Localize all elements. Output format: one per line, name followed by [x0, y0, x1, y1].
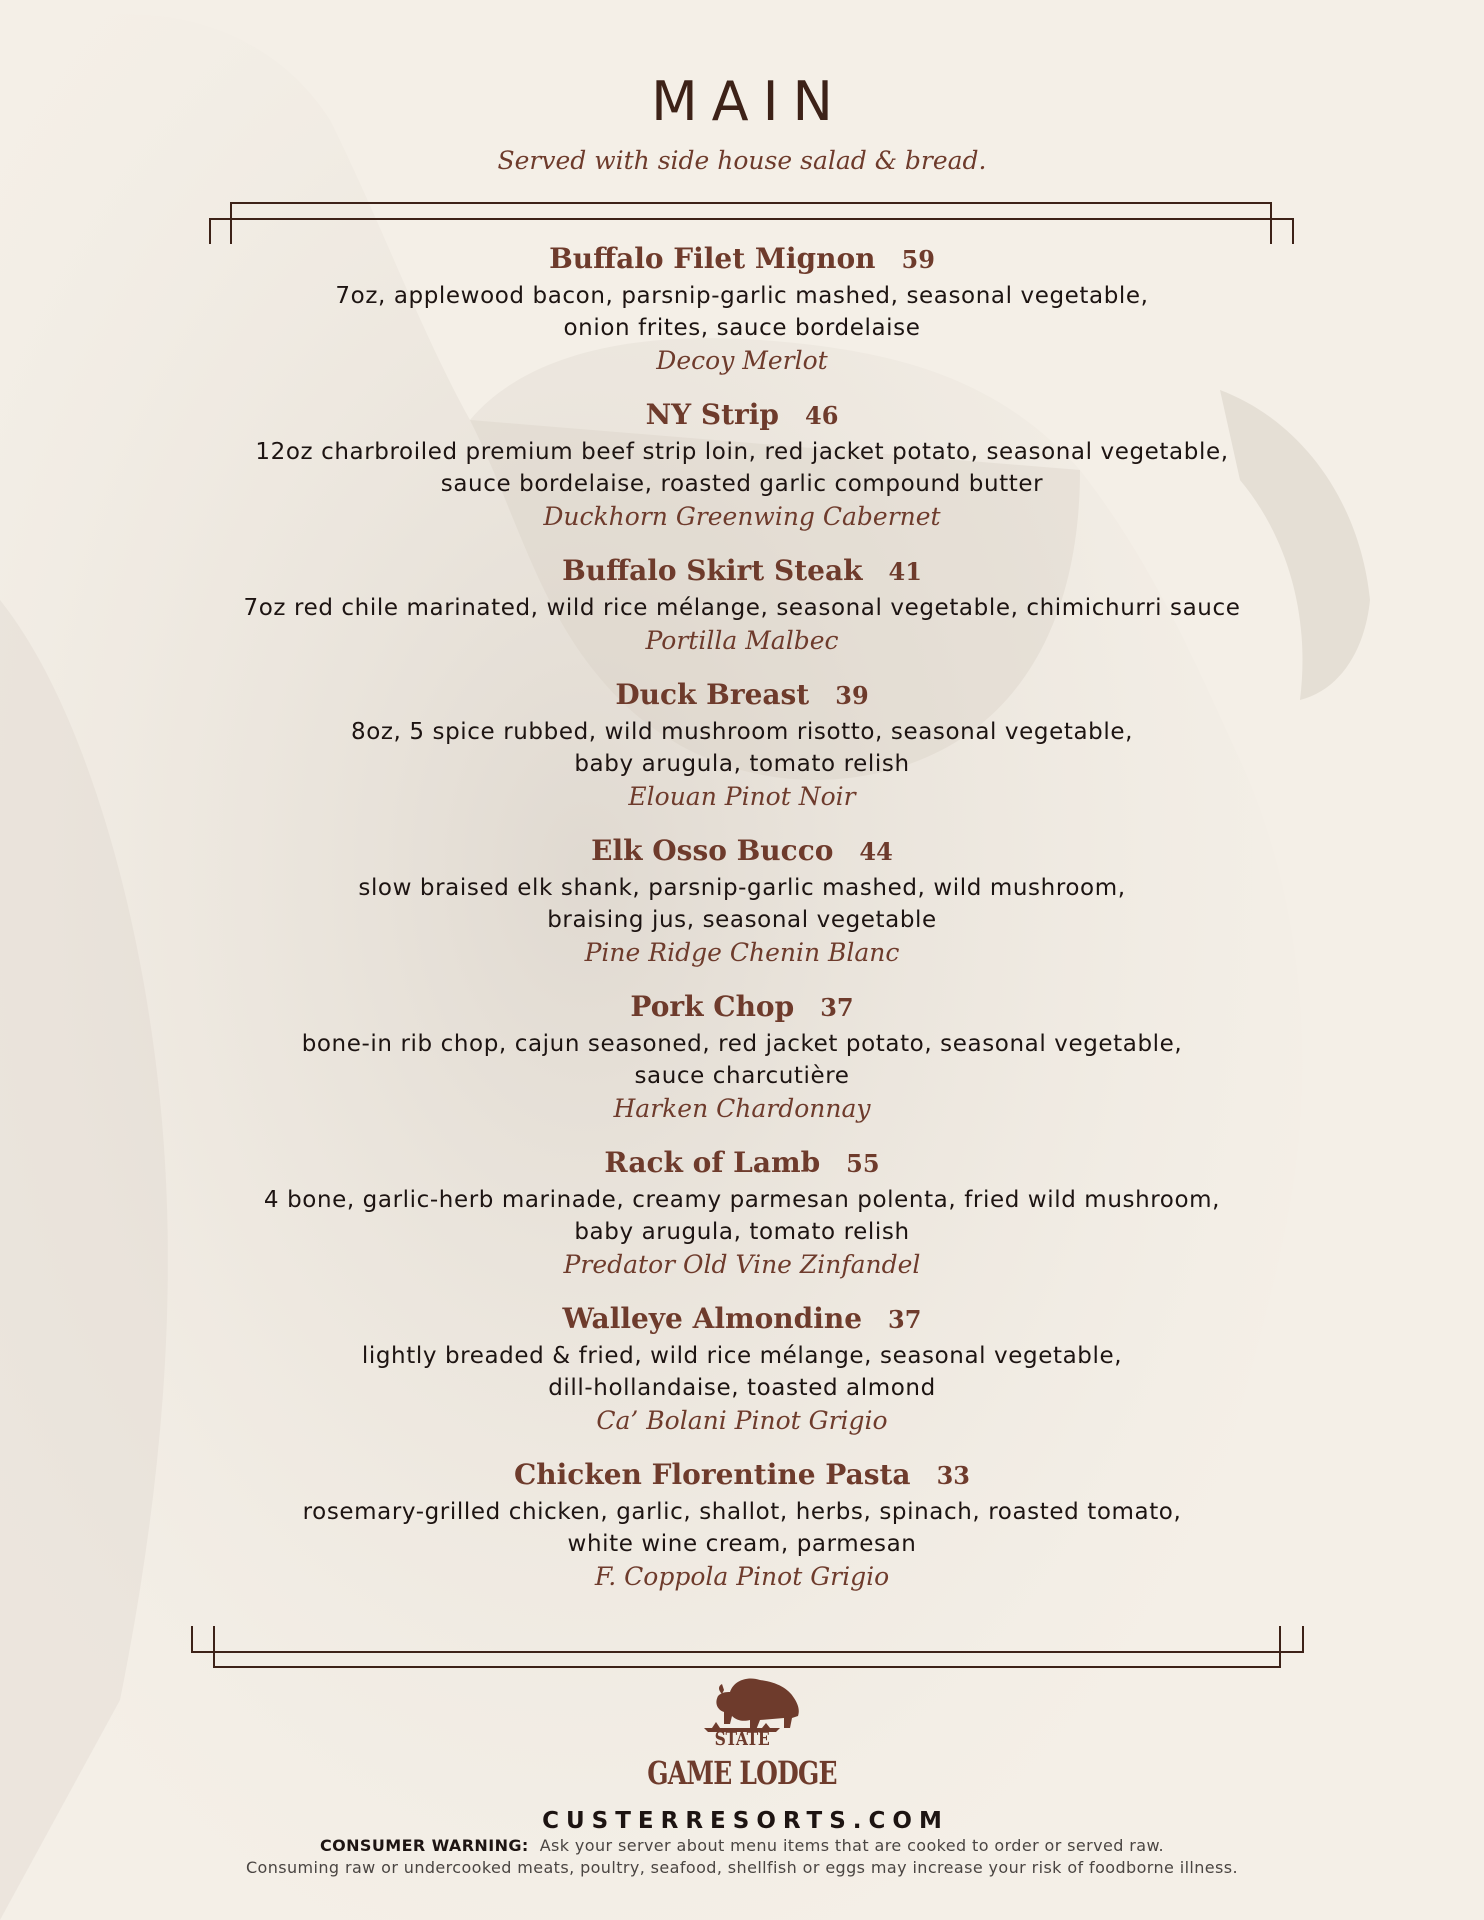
menu-items-list	[0, 238, 1484, 1610]
menu-item-heading	[0, 1142, 1484, 1184]
menu-item-description: sauce bordelaise, roasted garlic compound butter	[440, 471, 1044, 497]
menu-item-price: 46	[805, 401, 839, 430]
menu-item-heading	[0, 1298, 1484, 1340]
page-title: MAIN	[651, 70, 847, 133]
menu-item	[0, 1298, 1484, 1438]
menu-item	[0, 830, 1484, 970]
menu-item-wine-pairing: Harken Chardonnay	[613, 1094, 871, 1123]
menu-item-wine-pairing: Ca’ Bolani Pinot Grigio	[596, 1406, 888, 1435]
menu-item-wine-pairing: Pine Ridge Chenin Blanc	[584, 938, 900, 967]
menu-item-description: onion frites, sauce bordelaise	[563, 315, 921, 341]
menu-item-description: baby arugula, tomato relish	[574, 751, 910, 777]
menu-item	[0, 674, 1484, 814]
menu-item-wine-pairing: Elouan Pinot Noir	[628, 782, 856, 811]
menu-item-wine-pairing: F. Coppola Pinot Grigio	[594, 1562, 890, 1591]
menu-item-name: Elk Osso Bucco	[591, 834, 834, 867]
consumer-warning-text: Ask your server about menu items that are cooked to order or served raw.	[539, 1836, 1164, 1855]
menu-item-name: NY Strip	[645, 398, 780, 431]
menu-item-description: lightly breaded & fried, wild rice mélange, seasonal vegetable,	[361, 1343, 1123, 1369]
menu-item-name: Walleye Almondine	[562, 1302, 863, 1335]
menu-item-wine-pairing: Predator Old Vine Zinfandel	[563, 1250, 921, 1279]
menu-item-name: Duck Breast	[615, 678, 810, 711]
menu-item-heading	[0, 550, 1484, 592]
menu-item-description: sauce charcutière	[634, 1063, 850, 1089]
website-link[interactable]: CUSTERRESORTS.COM	[542, 1808, 949, 1834]
menu-item-price: 44	[859, 837, 893, 866]
bottom-frame-divider	[0, 1620, 1484, 1670]
menu-item-price: 37	[820, 993, 854, 1022]
logo-name-text: GAME LODGE	[647, 1754, 837, 1792]
menu-item	[0, 238, 1484, 378]
menu-item-wine-pairing: Decoy Merlot	[656, 346, 828, 375]
menu-item-description: 12oz charbroiled premium beef strip loin, red jacket potato, seasonal vegetable,	[255, 439, 1229, 465]
consumer-warning-line-2: Consuming raw or undercooked meats, poultry, seafood, shellfish or eggs may increase your risk of foodborne illness.	[245, 1858, 1239, 1877]
menu-item	[0, 550, 1484, 658]
menu-item-wine-pairing: Duckhorn Greenwing Cabernet	[543, 502, 941, 531]
menu-item	[0, 394, 1484, 534]
menu-item-description: dill-hollandaise, toasted almond	[548, 1375, 936, 1401]
menu-item-description: braising jus, seasonal vegetable	[547, 907, 937, 933]
menu-item-heading	[0, 674, 1484, 716]
menu-item-heading	[0, 830, 1484, 872]
consumer-warning-label: CONSUMER WARNING:	[320, 1836, 529, 1855]
menu-item-name: Buffalo Skirt Steak	[562, 554, 863, 587]
menu-item-price: 33	[936, 1461, 970, 1490]
menu-item-heading	[0, 238, 1484, 280]
menu-item-price: 37	[888, 1305, 922, 1334]
page-subtitle: Served with side house salad & bread.	[497, 146, 987, 175]
menu-item-wine-pairing: Portilla Malbec	[645, 626, 839, 655]
menu-item-price: 59	[901, 245, 935, 274]
menu-item-name: Pork Chop	[630, 990, 795, 1023]
menu-item-description: bone-in rib chop, cajun seasoned, red jacket potato, seasonal vegetable,	[301, 1031, 1183, 1057]
logo-state-text: STATE	[714, 1728, 770, 1750]
menu-item-name: Buffalo Filet Mignon	[549, 242, 876, 275]
menu-item-price: 39	[835, 681, 869, 710]
consumer-warning-line-1	[0, 1836, 1484, 1855]
menu-item-name: Chicken Florentine Pasta	[514, 1458, 911, 1491]
menu-item	[0, 986, 1484, 1126]
menu-item-description: slow braised elk shank, parsnip-garlic mashed, wild mushroom,	[358, 875, 1126, 901]
menu-item-description: white wine cream, parmesan	[567, 1531, 917, 1557]
menu-item-description: 8oz, 5 spice rubbed, wild mushroom risotto, seasonal vegetable,	[350, 719, 1134, 745]
menu-item-description: 4 bone, garlic-herb marinade, creamy parmesan polenta, fried wild mushroom,	[263, 1187, 1221, 1213]
menu-item-description: baby arugula, tomato relish	[574, 1219, 910, 1245]
menu-item	[0, 1454, 1484, 1594]
menu-item-description: 7oz, applewood bacon, parsnip-garlic mashed, seasonal vegetable,	[335, 283, 1149, 309]
menu-item-description: 7oz red chile marinated, wild rice mélange, seasonal vegetable, chimichurri sauce	[243, 595, 1241, 621]
menu-item-heading	[0, 1454, 1484, 1496]
menu-item-price: 41	[888, 557, 922, 586]
menu-item-price: 55	[846, 1149, 880, 1178]
menu-item-name: Rack of Lamb	[604, 1146, 821, 1179]
menu-item-heading	[0, 394, 1484, 436]
menu-item-description: rosemary-grilled chicken, garlic, shallot, herbs, spinach, roasted tomato,	[302, 1499, 1182, 1525]
menu-item	[0, 1142, 1484, 1282]
menu-item-heading	[0, 986, 1484, 1028]
